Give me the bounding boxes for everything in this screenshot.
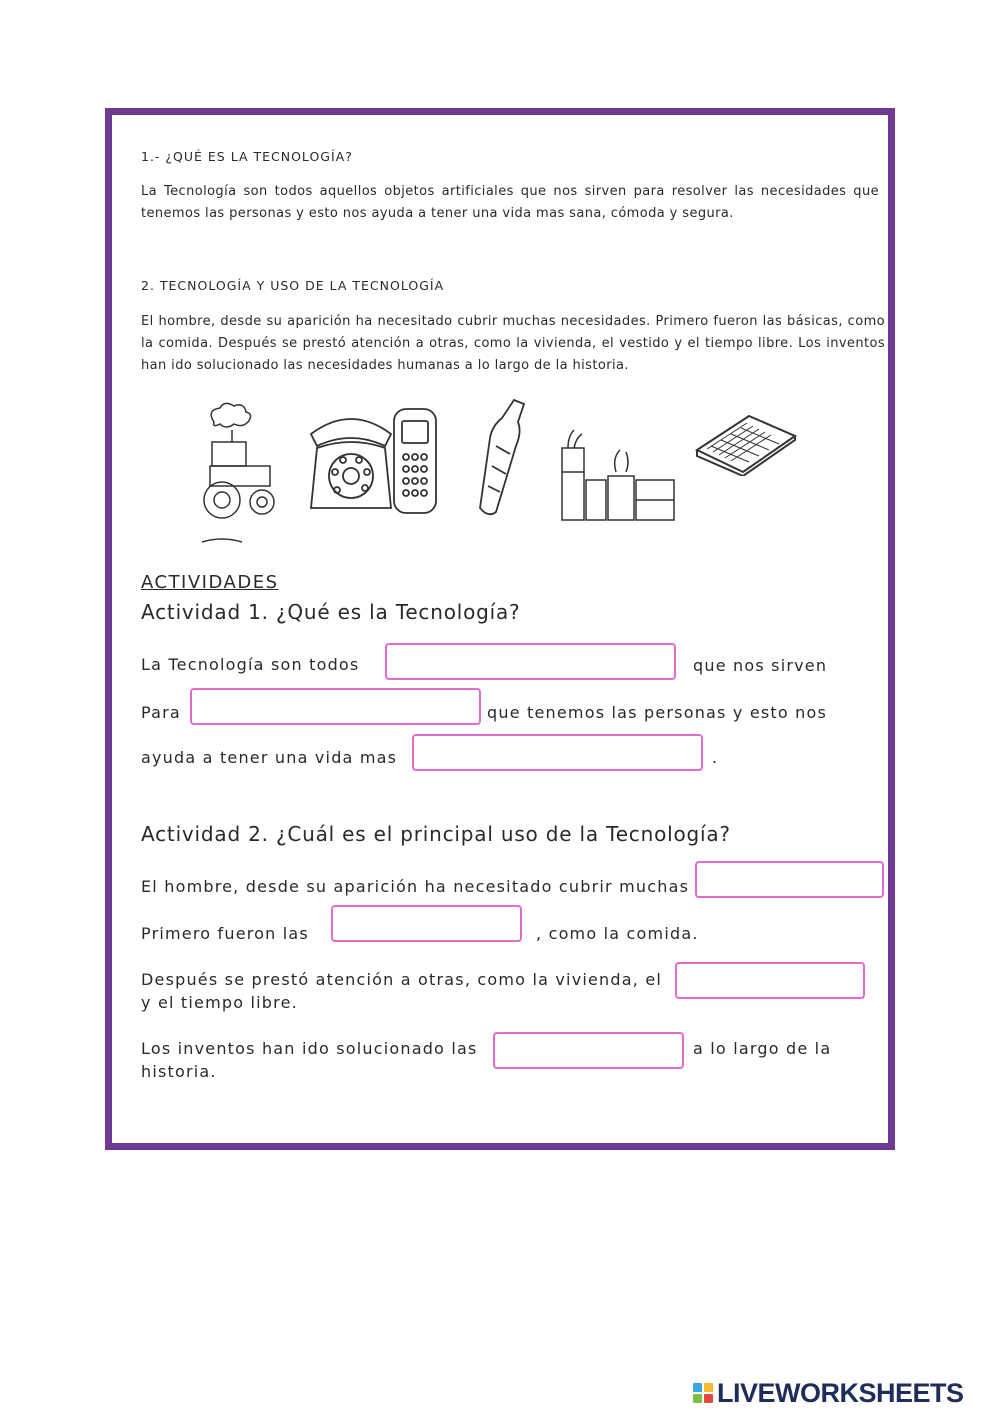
- activities-heading: ACTIVIDADES: [141, 572, 279, 593]
- logo-mark-icon: [693, 1383, 713, 1403]
- kitchen-icon: [558, 428, 678, 522]
- activity2-line4-end: historia.: [141, 1062, 217, 1081]
- activity2-answer-4[interactable]: [493, 1032, 684, 1069]
- activity1-line3-after: .: [712, 748, 719, 767]
- activity2-answer-2[interactable]: [331, 905, 522, 942]
- liveworksheets-logo[interactable]: [693, 1378, 964, 1408]
- activity2-line2-after: , como la comida.: [536, 924, 699, 943]
- activity2-line4-after: a lo largo de la: [693, 1039, 832, 1058]
- activity1-line1-text: La Tecnología son todos: [141, 655, 360, 674]
- activity1-title: Actividad 1. ¿Qué es la Tecnología?: [141, 600, 521, 624]
- activity1-line3-text: ayuda a tener una vida mas: [141, 748, 398, 767]
- logo-text: LIVEWORKSHEETS: [717, 1377, 964, 1408]
- telephone-icon: [303, 410, 399, 514]
- section2-title: 2. TECNOLOGÍA Y USO DE LA TECNOLOGÍA: [141, 278, 445, 293]
- activity1-answer-3[interactable]: [412, 734, 703, 771]
- activity2-line1-text: El hombre, desde su aparición ha necesitado cubrir muchas: [141, 877, 690, 896]
- activity2-line3-after: y el tiempo libre.: [141, 993, 298, 1012]
- activity2-answer-1[interactable]: [695, 861, 884, 898]
- activity1-answer-1[interactable]: [385, 643, 676, 680]
- section2-text: El hombre, desde su aparición ha necesitado cubrir muchas necesidades. Primero fueron las básicas, como la comida. Después se prestó atención a otras, como la vivienda, el vestido y el tiempo libre. Los inventos han ido solucionado las necesidades humanas a lo largo de la historia.: [141, 314, 885, 373]
- activity2-line2-text: Primero fueron las: [141, 924, 309, 943]
- bottle-icon: [474, 396, 534, 520]
- activity2-line4-text: Los inventos han ido solucionado las: [141, 1039, 478, 1058]
- activity1-line2-after: que tenemos las personas y esto nos: [487, 703, 828, 722]
- activity1-line2-text: Para: [141, 703, 181, 722]
- activity1-line1-after: que nos sirven: [693, 656, 828, 675]
- keyboard-icon: [693, 412, 797, 476]
- section1-text: La Tecnología son todos aquellos objetos artificiales que nos sirven para resolver las necesidades que tenemos las personas y esto nos ayuda a tener una vida mas sana, cómoda y segura.: [141, 184, 879, 221]
- tractor-icon: [196, 402, 280, 552]
- activity2-line3-text: Después se prestó atención a otras, como la vivienda, el: [141, 970, 663, 989]
- mobile-phone-icon: [388, 405, 442, 517]
- section1-title: 1.- ¿QUÉ ES LA TECNOLOGÍA?: [141, 149, 353, 164]
- activity2-answer-3[interactable]: [675, 962, 865, 999]
- activity2-title: Actividad 2. ¿Cuál es el principal uso de la Tecnología?: [141, 822, 731, 846]
- activity1-answer-2[interactable]: [190, 688, 481, 725]
